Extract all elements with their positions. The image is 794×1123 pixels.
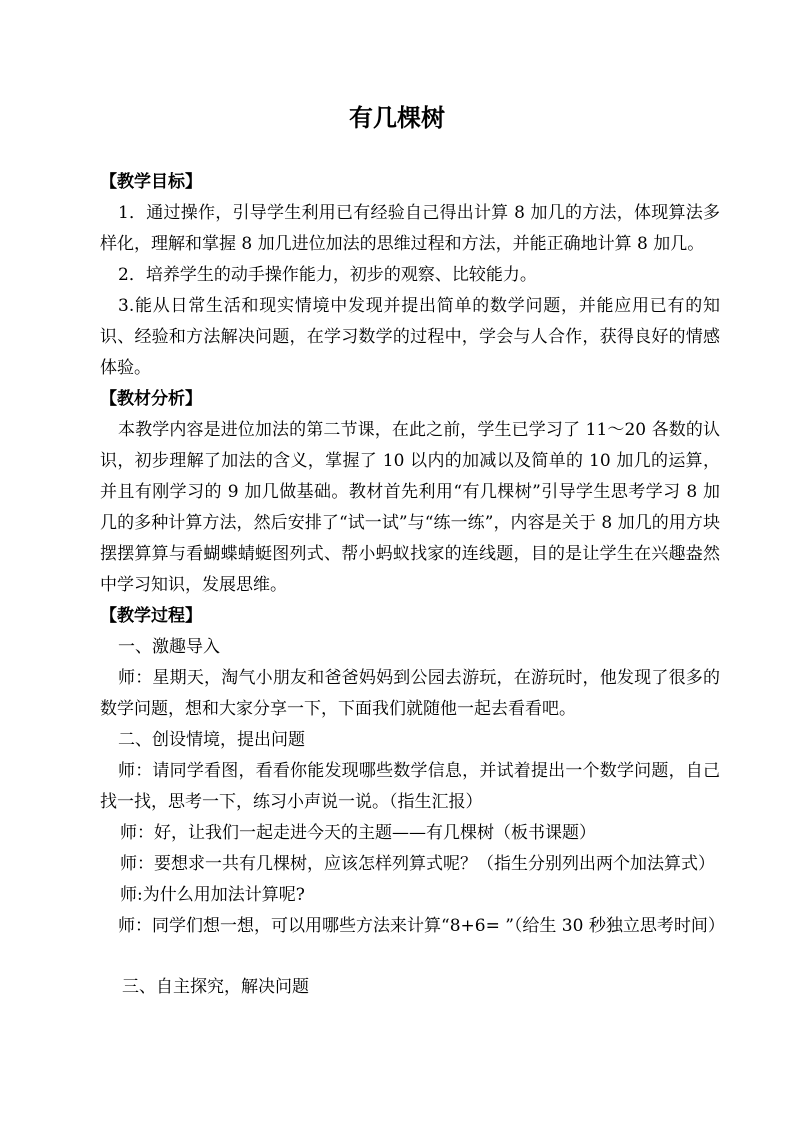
process-paragraph-5: 师:为什么用加法计算呢? xyxy=(120,885,305,905)
objective-item-3: 3.能从日常生活和现实情境中发现并提出简单的数学问题，并能应用已有的知识、经验和方法解决问题，在学习数学的过程中，学会与人合作，获得良好的情感体验。 xyxy=(100,296,720,378)
section-spacer xyxy=(100,942,720,972)
process-section-3: 三、自主探究，解决问题 xyxy=(122,977,309,997)
page-title: 有几棵树 xyxy=(349,104,445,132)
document-body xyxy=(100,167,725,1003)
process-paragraph-3: 师：好，让我们一起走进今天的主题——有几棵树（板书课题） xyxy=(120,823,596,843)
process-heading: 【教学过程】 xyxy=(100,606,202,626)
objective-item-1: 1．通过操作，引导学生利用已有经验自己得出计算 8 加几的方法，体现算法多样化，理解和掌握 8 加几进位加法的思维过程和方法，并能正确地计算 8 加几。 xyxy=(100,203,720,254)
process-paragraph-6: 师：同学们想一想，可以用哪些方法来计算“8+6= ”（给生 30 秒独立思考时间） xyxy=(118,916,725,936)
process-section-1: 一、激趣导入 xyxy=(118,637,220,657)
analysis-heading: 【教材分析】 xyxy=(100,389,202,409)
objective-item-2: 2．培养学生的动手操作能力，初步的观察、比较能力。 xyxy=(118,265,537,285)
objectives-heading: 【教学目标】 xyxy=(100,172,202,192)
analysis-paragraph: 本教学内容是进位加法的第二节课，在此之前，学生已学习了 11～20 各数的认识，初步理解了加法的含义，掌握了 10 以内的加减以及简单的 10 加几的运算，并且有刚学习的 9 加几做基础。教材首先利用“有几棵树”引导学生思考学习 8 加几的多种计算方法，然后安排了“试一试”与“练一练”，内容是关于 8 加几的用方块摆摆算算与看蝴蝶蜻蜓图列式、帮小蚂蚁找家的连线题，目的是让学生在兴趣盎然中学习知识，发展思维。 xyxy=(100,420,720,595)
process-paragraph-1: 师：星期天，淘气小朋友和爸爸妈妈到公园去游玩，在游玩时，他发现了很多的数学问题，想和大家分享一下，下面我们就随他一起去看看吧。 xyxy=(100,668,720,719)
process-section-2: 二、创设情境，提出问题 xyxy=(118,730,305,750)
process-paragraph-4: 师：要想求一共有几棵树，应该怎样列算式呢？（指生分别列出两个加法算式） xyxy=(120,854,715,874)
process-paragraph-2: 师：请同学看图，看看你能发现哪些数学信息，并试着提出一个数学问题，自己找一找，思考一下，练习小声说一说。（指生汇报） xyxy=(100,761,720,812)
